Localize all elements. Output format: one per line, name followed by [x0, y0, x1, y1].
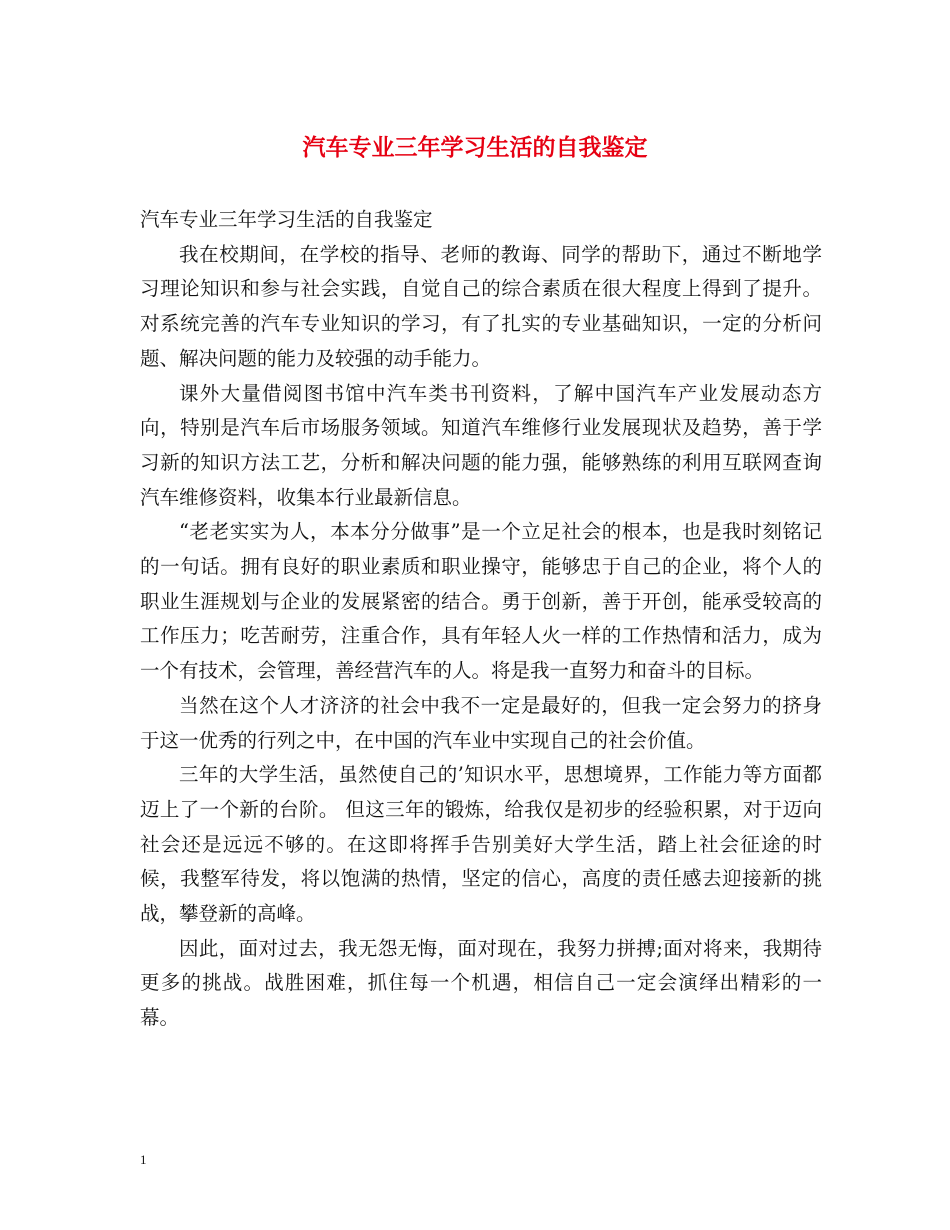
page-number: 1: [140, 1152, 147, 1167]
paragraph-3: “老老实实为人，本本分分做事”是一个立足社会的根本，也是我时刻铭记的一句话。拥有良好的职业素质和职业操守，能够忠于自己的企业，将个人的职业生涯规划与企业的发展紧密的结合。勇于创新，善于开创，能承受较高的工作压力；吃苦耐劳，注重合作，具有年轻人火一样的工作热情和活力，成为一个有技术，会管理，善经营汽车的人。将是我一直努力和奋斗的目标。: [140, 520, 822, 683]
document-title: 汽车专业三年学习生活的自我鉴定: [302, 134, 648, 161]
paragraph-6: 因此，面对过去，我无怨无悔，面对现在，我努力拼搏;面对将来，我期待更多的挑战。战胜困难，抓住每一个机遇，相信自己一定会演绎出精彩的一幕。: [140, 936, 822, 1030]
paragraph-1: 我在校期间，在学校的指导、老师的教诲、同学的帮助下，通过不断地学习理论知识和参与社会实践，自觉自己的综合素质在很大程度上得到了提升。对系统完善的汽车专业知识的学习，有了扎实的专业基础知识，一定的分析问题、解决问题的能力及较强的动手能力。: [140, 242, 822, 370]
document-body: [140, 203, 822, 1036]
document-heading: 汽车专业三年学习生活的自我鉴定: [140, 208, 433, 231]
paragraph-4: 当然在这个人才济济的社会中我不一定是最好的，但我一定会努力的挤身于这一优秀的行列之中，在中国的汽车业中实现自己的社会价值。: [140, 693, 822, 752]
paragraph-2: 课外大量借阅图书馆中汽车类书刊资料，了解中国汽车产业发展动态方向，特别是汽车后市场服务领域。知道汽车维修行业发展现状及趋势，善于学习新的知识方法工艺，分析和解决问题的能力强，能够熟练的利用互联网查询汽车维修资料，收集本行业最新信息。: [140, 381, 822, 509]
paragraph-5: 三年的大学生活，虽然使自己的’知识水平，思想境界，工作能力等方面都迈上了一个新的台阶。 但这三年的锻炼，给我仅是初步的经验积累，对于迈向社会还是远远不够的。在这即将挥手告别美好大学生活，踏上社会征途的时候，我整军待发，将以饱满的热情，坚定的信心，高度的责任感去迎接新的挑战，攀登新的高峰。: [140, 763, 822, 926]
